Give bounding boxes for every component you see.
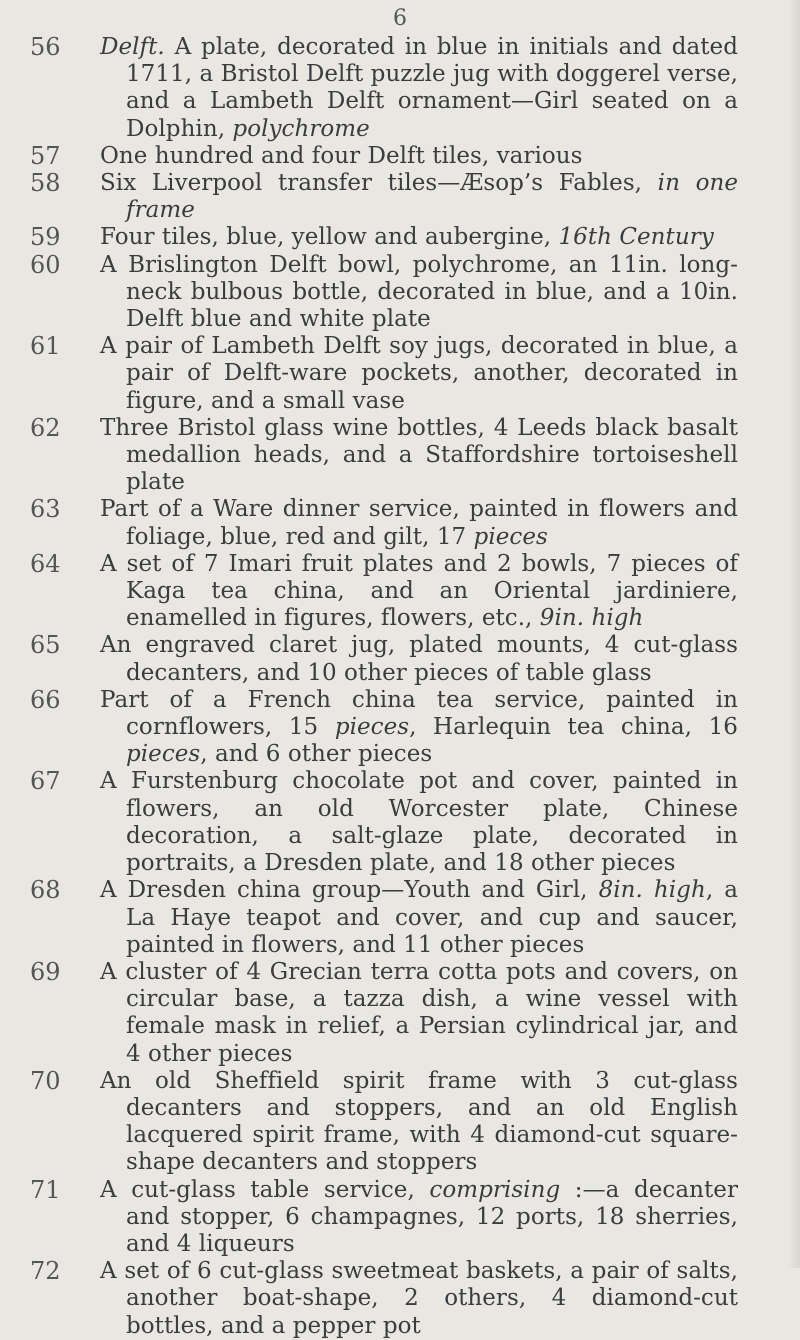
- lot-description-italic: in one frame: [126, 170, 738, 224]
- lot-entry: [0, 252, 790, 334]
- lot-number: 70: [30, 1066, 61, 1095]
- lot-description-text: :—a decanter and stopper, 6 champagnes, 12 ports, 18 sherries, and 4 liqueurs: [126, 1176, 738, 1257]
- lot-description-text: A pair of Lambeth Delft soy jugs, decorated in blue, a pair of Delft-ware pockets, another, decorated in figure, and a small vase: [100, 333, 738, 414]
- lot-number: 66: [30, 685, 61, 714]
- lot-entry: [0, 1068, 790, 1177]
- lot-description-italic: 16th Century: [558, 224, 714, 251]
- lot-description: [100, 687, 738, 769]
- lot-description: [100, 170, 738, 224]
- lot-entry: [0, 959, 790, 1068]
- lot-description-text: A set of 6 cut-glass sweetmeat baskets, a pair of salts, another boat-shape, 2 others, 4 diamond-cut bottles, and a pepper pot: [100, 1258, 738, 1339]
- lot-number: 68: [30, 876, 61, 905]
- lot-number: 71: [30, 1175, 61, 1204]
- lot-description-text: A Dresden china group—Youth and Girl,: [100, 877, 599, 904]
- lot-description-italic: pieces: [334, 714, 410, 741]
- lot-number: 58: [30, 169, 61, 198]
- lot-description-text: Part of a French china tea service, painted in cornflowers, 15: [100, 686, 738, 741]
- lot-number: 56: [30, 33, 61, 61]
- lot-description-text: An old Sheffield spirit frame with 3 cut-glass decanters and stoppers, and an old English lacquered spirit frame, with 4 diamond-cut square-shape decanters and stoppers: [100, 1067, 738, 1176]
- lot-description-italic: 9in. high: [539, 605, 644, 632]
- lot-description-text: One hundred and four Delft tiles, various: [100, 142, 583, 169]
- lot-entry: [0, 224, 790, 251]
- lot-number: 67: [30, 767, 61, 796]
- lot-entry: [0, 877, 790, 959]
- lot-description-text: A cluster of 4 Grecian terra cotta pots and covers, on circular base, a tazza dish, a wine vessel with female mask in relief, a Persian cylindrical jar, and 4 other pieces: [100, 958, 738, 1067]
- lot-entry: [0, 34, 790, 143]
- lot-description: [100, 252, 738, 334]
- lot-description: [100, 496, 738, 550]
- lot-list: [0, 34, 790, 1340]
- lot-number: 72: [30, 1257, 61, 1286]
- lot-number: 63: [30, 495, 61, 524]
- lot-description: [100, 224, 738, 251]
- lot-entry: [0, 551, 790, 633]
- lot-entry: [0, 687, 790, 769]
- lot-description-text: Four tiles, blue, yellow and aubergine,: [100, 224, 559, 251]
- lot-number: 69: [30, 957, 61, 986]
- lot-entry: [0, 1258, 790, 1340]
- lot-number: 60: [30, 250, 61, 279]
- lot-description: [100, 768, 738, 877]
- lot-entry: [0, 632, 790, 686]
- lot-description: [100, 1258, 738, 1340]
- lot-number: 61: [30, 332, 61, 361]
- lot-entry: [0, 768, 790, 877]
- lot-description-text: A Furstenburg chocolate pot and cover, painted in flowers, an old Worcester plate, Chinese decoration, a salt-glaze plate, decorated in portraits, a Dresden plate, and 18 other pieces: [100, 768, 738, 877]
- lot-description-italic: comprising: [429, 1176, 561, 1203]
- lot-description-italic: Delft.: [100, 34, 165, 60]
- lot-description-text: , a La Haye teapot and cover, and cup and saucer, painted in flowers, and 11 other pieces: [126, 877, 738, 958]
- lot-description: [100, 1068, 738, 1177]
- lot-description-italic: 8in. high: [598, 877, 706, 904]
- lot-description-text: An engraved claret jug, plated mounts, 4 cut-glass decanters, and 10 other pieces of table glass: [100, 632, 738, 686]
- lot-description: [100, 415, 738, 497]
- lot-number: 62: [30, 413, 61, 442]
- lot-description-italic: polychrome: [232, 115, 370, 142]
- lot-entry: [0, 143, 790, 170]
- lot-description: [100, 34, 738, 143]
- lot-description: [100, 877, 738, 959]
- lot-description-text: Three Bristol glass wine bottles, 4 Leeds black basalt medallion heads, and a Staffordshire tortoiseshell plate: [100, 414, 738, 496]
- lot-description: [100, 632, 738, 686]
- lot-description-text: , Harlequin tea china, 16: [409, 714, 738, 741]
- lot-description-text: Six Liverpool transfer tiles—Æsop’s Fables,: [100, 170, 658, 197]
- lot-description-text: A Brislington Delft bowl, polychrome, an 11in. long-neck bulbous bottle, decorated in blue, and a 10in. Delft blue and white plate: [100, 251, 738, 333]
- lot-description: [100, 551, 738, 633]
- lot-number: 59: [30, 223, 61, 252]
- lot-description-text: A plate, decorated in blue in initials and dated 1711, a Bristol Delft puzzle jug with doggerel verse, and a Lambeth Delft ornament—Girl seated on a Dolphin,: [126, 34, 738, 142]
- page-number: 6: [393, 6, 407, 31]
- lot-number: 57: [30, 141, 61, 170]
- lot-description-text: , and 6 other pieces: [200, 741, 433, 768]
- lot-entry: [0, 415, 790, 497]
- lot-number: 65: [30, 631, 61, 660]
- lot-description-text: A set of 7 Imari fruit plates and 2 bowls, 7 pieces of Kaga tea china, and an Oriental jardiniere, enamelled in figures, flowers, etc.,: [100, 550, 738, 632]
- lot-description-text: A cut-glass table service,: [100, 1176, 430, 1203]
- lot-description: [100, 143, 738, 170]
- lot-entry: [0, 1177, 790, 1259]
- lot-description: [100, 1177, 738, 1259]
- lot-entry: [0, 170, 790, 224]
- lot-entry: [0, 496, 790, 550]
- lot-description-italic: pieces: [473, 523, 548, 550]
- lot-description-text: Part of a Ware dinner service, painted in flowers and foliage, blue, red and gilt, 17: [100, 496, 738, 550]
- lot-description: [100, 333, 738, 415]
- lot-description-italic: pieces: [126, 741, 201, 768]
- lot-entry: [0, 333, 790, 415]
- lot-description: [100, 959, 738, 1068]
- lot-number: 64: [30, 549, 61, 578]
